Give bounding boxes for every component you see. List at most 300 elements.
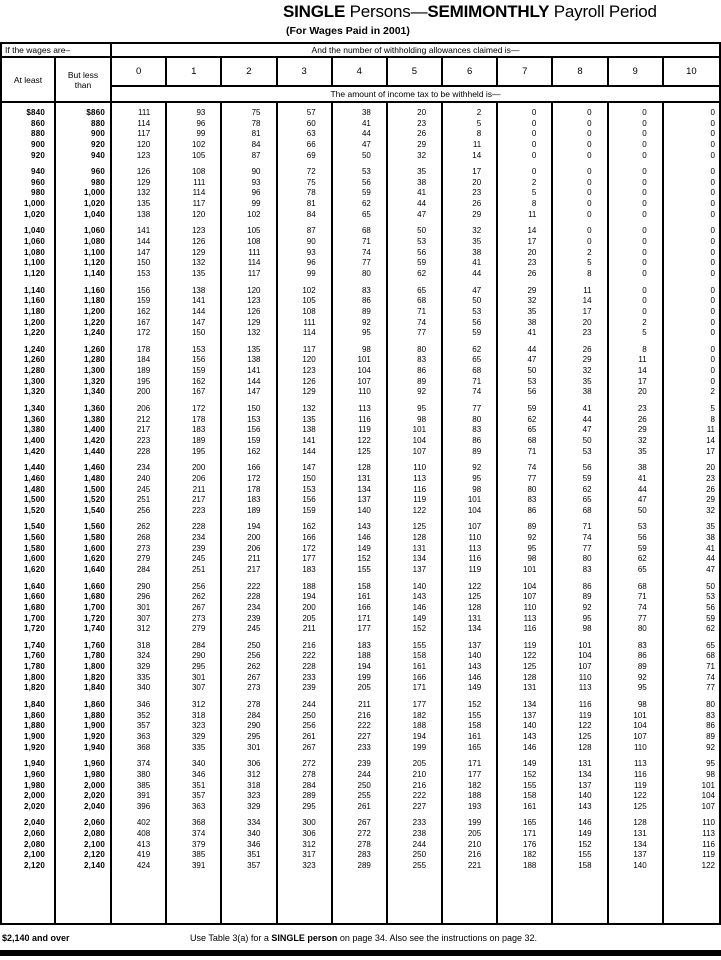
amount-cell: 126 xyxy=(247,306,261,316)
amount-cell: 89 xyxy=(706,731,715,741)
amount-cell: 374 xyxy=(136,759,151,769)
amount-cell: 227 xyxy=(357,731,371,741)
amount-cell: 0 xyxy=(710,285,715,295)
amount-cell: 104 xyxy=(633,721,647,731)
amount-cell: 182 xyxy=(412,710,427,720)
amount-cell: 32 xyxy=(582,366,592,376)
but-less-than-cell: 1,500 xyxy=(83,484,105,494)
amount-cell: 183 xyxy=(247,495,261,505)
title-semimonthly: SEMIMONTHLY xyxy=(427,2,550,21)
table-row xyxy=(2,554,719,565)
amount-cell: 312 xyxy=(136,624,151,634)
amount-cell: 108 xyxy=(302,306,316,316)
amount-cell: 80 xyxy=(417,344,427,354)
amount-cell: 68 xyxy=(417,296,427,306)
amount-cell: 87 xyxy=(251,150,261,160)
table-row xyxy=(2,732,719,743)
amount-cell: 318 xyxy=(191,710,206,720)
amount-cell: 222 xyxy=(357,721,371,731)
amount-cell: 0 xyxy=(710,306,715,316)
amount-cell: 167 xyxy=(191,387,206,397)
amount-cell: 152 xyxy=(357,554,371,564)
but-less-than-cell: 1,100 xyxy=(83,247,105,257)
amount-cell: 210 xyxy=(412,769,427,779)
amount-cell: 95 xyxy=(472,473,482,483)
amount-cell: 59 xyxy=(472,328,482,338)
amount-cell: 87 xyxy=(306,226,316,236)
amount-cell: 99 xyxy=(196,129,206,139)
amount-cell: 62 xyxy=(527,414,537,424)
amount-cell: 0 xyxy=(531,108,537,117)
amount-cell: 125 xyxy=(523,662,537,672)
amount-cell: 166 xyxy=(247,463,261,473)
at-least-cell: 1,580 xyxy=(23,543,45,553)
amount-cell: 65 xyxy=(361,209,371,219)
amount-cell: 134 xyxy=(412,554,427,564)
at-least-cell: 1,540 xyxy=(23,522,45,532)
amount-cell: 65 xyxy=(706,640,715,650)
amount-cell: 41 xyxy=(417,188,427,198)
amount-cell: 178 xyxy=(247,484,261,494)
amount-cell: 14 xyxy=(472,150,482,160)
table-row xyxy=(2,178,719,189)
amount-cell: 159 xyxy=(136,296,151,306)
amount-cell: 0 xyxy=(710,366,715,376)
amount-cell: 98 xyxy=(361,344,371,354)
amount-cell: 68 xyxy=(361,226,371,236)
amount-cell: 14 xyxy=(706,435,715,445)
amount-cell: 272 xyxy=(357,829,371,839)
amount-cell: 162 xyxy=(191,376,206,386)
amount-cell: 65 xyxy=(417,285,427,295)
amount-cell: 279 xyxy=(136,554,151,564)
table-row xyxy=(2,307,719,318)
amount-cell: 89 xyxy=(582,592,592,602)
amount-cell: 217 xyxy=(191,495,206,505)
amount-cell: 278 xyxy=(357,839,371,849)
table-row xyxy=(2,533,719,544)
amount-cell: 23 xyxy=(472,188,482,198)
amount-cell: 116 xyxy=(523,624,537,634)
amount-cell: 0 xyxy=(642,150,647,160)
amount-cell: 240 xyxy=(136,473,151,483)
amount-cell: 110 xyxy=(468,533,482,543)
amount-cell: 228 xyxy=(302,662,316,672)
amount-cell: 171 xyxy=(412,683,427,693)
amount-cell: 120 xyxy=(302,355,316,365)
but-less-than-cell: 1,860 xyxy=(83,700,105,710)
amount-cell: 143 xyxy=(412,592,427,602)
amount-cell: 307 xyxy=(136,613,151,623)
amount-cell: 161 xyxy=(523,801,537,811)
amount-withheld-label: The amount of income tax to be withheld is— xyxy=(330,89,501,99)
amount-cell: 137 xyxy=(467,640,482,650)
amount-cell: 200 xyxy=(302,602,316,612)
amount-cell: 143 xyxy=(357,522,371,532)
but-less-than-cell: 1,960 xyxy=(83,759,105,769)
amount-cell: 107 xyxy=(578,662,592,672)
amount-cell: 244 xyxy=(357,769,371,779)
amount-cell: 60 xyxy=(306,118,316,128)
amount-cell: 256 xyxy=(136,505,151,515)
but-less-than-cell: 1,320 xyxy=(83,376,105,386)
amount-cell: 200 xyxy=(247,533,261,543)
at-least-cell: 1,620 xyxy=(23,564,45,574)
amount-cell: 150 xyxy=(247,404,261,414)
allowance-col-header-5: 5 xyxy=(388,58,443,85)
table-row xyxy=(2,662,719,673)
amount-cell: 318 xyxy=(136,640,151,650)
amount-cell: 32 xyxy=(417,150,427,160)
amount-cell: 35 xyxy=(472,237,482,247)
table-row xyxy=(2,485,719,496)
amount-cell: 228 xyxy=(136,446,151,456)
at-least-cell: 1,520 xyxy=(23,505,45,515)
amount-cell: 98 xyxy=(527,554,537,564)
amount-cell: 234 xyxy=(247,602,261,612)
amount-cell: 104 xyxy=(412,435,427,445)
wage-row-block xyxy=(2,286,719,339)
amount-cell: 71 xyxy=(582,522,592,532)
amount-cell: 2 xyxy=(710,387,715,397)
but-less-than-cell: 1,800 xyxy=(83,662,105,672)
table-row xyxy=(2,614,719,625)
amount-cell: 83 xyxy=(417,355,427,365)
amount-cell: 228 xyxy=(191,522,206,532)
at-least-cell: 2,120 xyxy=(23,861,45,870)
amount-cell: 59 xyxy=(706,613,715,623)
amount-cell: 47 xyxy=(637,495,647,505)
amount-cell: 134 xyxy=(523,700,537,710)
amount-cell: 0 xyxy=(642,247,647,257)
but-less-than-cell: 1,360 xyxy=(83,404,105,414)
table-row xyxy=(2,743,719,754)
table-row xyxy=(2,850,719,861)
but-less-than-cell: 1,760 xyxy=(83,640,105,650)
amount-cell: 110 xyxy=(413,463,427,473)
but-less-than-cell: 1,780 xyxy=(83,651,105,661)
amount-cell: 165 xyxy=(523,818,537,828)
table-header-second-row xyxy=(2,58,719,103)
wage-row-block xyxy=(2,108,719,161)
but-less-than-cell: 1,680 xyxy=(83,592,105,602)
at-least-cell: 860 xyxy=(31,118,45,128)
amount-cell: 0 xyxy=(587,139,592,149)
amount-cell: 210 xyxy=(467,839,482,849)
amount-cell: 29 xyxy=(582,355,592,365)
amount-cell: 53 xyxy=(472,306,482,316)
amount-cell: 158 xyxy=(578,861,592,870)
amount-cell: 108 xyxy=(191,167,206,177)
amount-cell: 131 xyxy=(467,613,482,623)
amount-cell: 129 xyxy=(191,247,206,257)
amount-cell: 117 xyxy=(137,129,151,139)
amount-cell: 47 xyxy=(417,209,427,219)
amount-cell: 335 xyxy=(191,742,206,752)
amount-cell: 267 xyxy=(247,672,261,682)
amount-cell: 0 xyxy=(710,344,715,354)
amount-cell: 199 xyxy=(357,672,371,682)
amount-cell: 0 xyxy=(710,177,715,187)
title-payroll-period: Payroll Period xyxy=(549,2,657,21)
amount-cell: 255 xyxy=(357,791,371,801)
amount-cell: 205 xyxy=(302,613,316,623)
table-row xyxy=(2,188,719,199)
amount-cell: 194 xyxy=(302,592,316,602)
amount-cell: 72 xyxy=(306,167,316,177)
amount-cell: 129 xyxy=(247,317,261,327)
amount-cell: 20 xyxy=(637,387,647,397)
at-least-cell: 1,300 xyxy=(23,376,45,386)
amount-cell: 113 xyxy=(633,759,647,769)
allowance-col-header-9: 9 xyxy=(609,58,664,85)
amount-cell: 234 xyxy=(136,463,151,473)
amount-cell: 140 xyxy=(467,651,482,661)
amount-cell: 113 xyxy=(523,613,537,623)
amount-cell: 107 xyxy=(633,731,647,741)
amount-cell: 306 xyxy=(302,829,316,839)
amount-cell: 233 xyxy=(357,742,371,752)
wage-row-block xyxy=(2,522,719,575)
but-less-than-cell: 2,100 xyxy=(83,839,105,849)
amount-cell: 177 xyxy=(467,769,482,779)
amount-cell: 102 xyxy=(247,209,261,219)
amount-cell: 0 xyxy=(642,209,647,219)
amount-cell: 56 xyxy=(637,533,647,543)
amount-cell: 125 xyxy=(467,592,482,602)
amount-cell: 396 xyxy=(136,801,151,811)
amount-cell: 189 xyxy=(136,366,151,376)
amount-cell: 71 xyxy=(361,237,371,247)
amount-cell: 57 xyxy=(306,108,316,117)
at-least-cell: 1,420 xyxy=(23,446,45,456)
at-least-cell: 1,720 xyxy=(23,624,45,634)
amount-cell: 50 xyxy=(637,505,647,515)
table-row xyxy=(2,199,719,210)
amount-cell: 368 xyxy=(191,818,206,828)
amount-cell: 59 xyxy=(417,258,427,268)
but-less-than-cell: 1,660 xyxy=(83,581,105,591)
amount-cell: 129 xyxy=(136,177,151,187)
amount-cell: 101 xyxy=(633,710,647,720)
amount-cell: 38 xyxy=(582,387,592,397)
at-least-cell: 980 xyxy=(31,188,45,198)
amount-cell: 212 xyxy=(136,414,151,424)
amount-cell: 155 xyxy=(578,850,592,860)
amount-cell: 26 xyxy=(582,344,592,354)
amount-cell: 117 xyxy=(192,199,206,209)
amount-cell: 183 xyxy=(302,564,316,574)
amount-cell: 0 xyxy=(642,108,647,117)
at-least-cell: 2,000 xyxy=(23,791,45,801)
amount-cell: 143 xyxy=(578,801,592,811)
but-less-than-cell: 2,140 xyxy=(83,861,105,870)
amount-cell: 90 xyxy=(251,167,261,177)
but-less-than-cell: 1,300 xyxy=(83,366,105,376)
amount-cell: 161 xyxy=(467,731,482,741)
amount-cell: 156 xyxy=(247,425,261,435)
amount-cell: 23 xyxy=(637,404,647,414)
amount-cell: 0 xyxy=(642,268,647,278)
amount-cell: 101 xyxy=(578,640,592,650)
amount-cell: 306 xyxy=(247,759,261,769)
amount-cell: 135 xyxy=(136,199,151,209)
but-less-than-cell: 1,880 xyxy=(83,710,105,720)
amount-cell: 346 xyxy=(191,769,206,779)
amount-cell: 183 xyxy=(357,640,371,650)
amount-cell: 290 xyxy=(136,581,151,591)
amount-cell: 14 xyxy=(637,366,647,376)
but-less-than-cell: 1,400 xyxy=(83,425,105,435)
at-least-cell: 1,740 xyxy=(23,640,45,650)
amount-cell: 83 xyxy=(637,640,647,650)
table-row xyxy=(2,818,719,829)
but-less-than-cell: 1,740 xyxy=(83,624,105,634)
amount-cell: 0 xyxy=(710,296,715,306)
amount-cell: 166 xyxy=(357,602,371,612)
amount-cell: 250 xyxy=(357,780,371,790)
amount-cell: 0 xyxy=(710,129,715,139)
amount-cell: 0 xyxy=(531,118,537,128)
page-title xyxy=(283,2,657,22)
amount-cell: 150 xyxy=(191,328,206,338)
amount-cell: 329 xyxy=(191,731,206,741)
amount-cell: 206 xyxy=(247,543,261,553)
amount-cell: 134 xyxy=(357,484,371,494)
amount-cell: 0 xyxy=(587,209,592,219)
amount-cell: 149 xyxy=(467,683,482,693)
amount-cell: 346 xyxy=(136,700,151,710)
amount-cell: 41 xyxy=(472,258,482,268)
amount-cell: 211 xyxy=(192,484,206,494)
amount-cell: 211 xyxy=(247,554,261,564)
amount-cell: 32 xyxy=(706,505,715,515)
amount-cell: 120 xyxy=(191,209,206,219)
amount-cell: 155 xyxy=(523,780,537,790)
amount-cell: 228 xyxy=(247,592,261,602)
amount-cell: 35 xyxy=(527,306,537,316)
amount-cell: 122 xyxy=(578,721,592,731)
allowance-col-header-0: 0 xyxy=(112,58,167,85)
amount-cell: 80 xyxy=(527,484,537,494)
amount-cell: 114 xyxy=(302,328,316,338)
amount-cell: 86 xyxy=(417,366,427,376)
amount-cell: 385 xyxy=(191,850,206,860)
amount-cell: 117 xyxy=(302,344,316,354)
but-less-than-cell: 1,440 xyxy=(83,446,105,456)
amount-cell: 144 xyxy=(247,376,261,386)
amount-cell: 199 xyxy=(412,742,427,752)
amount-cell: 123 xyxy=(247,296,261,306)
amount-cell: 83 xyxy=(361,285,371,295)
amount-cell: 20 xyxy=(527,247,537,257)
amount-cell: 413 xyxy=(136,839,151,849)
at-least-cell: 1,600 xyxy=(23,554,45,564)
at-least-cell: 1,400 xyxy=(23,435,45,445)
amount-cell: 119 xyxy=(413,495,427,505)
but-less-than-cell: 1,260 xyxy=(83,344,105,354)
wage-row-block xyxy=(2,759,719,812)
at-least-cell: 1,200 xyxy=(23,317,45,327)
amount-cell: 35 xyxy=(582,376,592,386)
but-less-than-cell: 1,200 xyxy=(83,306,105,316)
wages-header-label: If the wages are– xyxy=(2,44,112,56)
amount-cell: 217 xyxy=(247,564,261,574)
amount-cell: 104 xyxy=(357,366,371,376)
amount-cell: 93 xyxy=(196,108,206,117)
amount-cell: 245 xyxy=(136,484,151,494)
amount-cell: 0 xyxy=(587,108,592,117)
amount-cell: 122 xyxy=(523,651,537,661)
amount-cell: 233 xyxy=(302,672,316,682)
amount-cell: 2 xyxy=(642,317,647,327)
amount-cell: 0 xyxy=(710,317,715,327)
amount-cell: 86 xyxy=(582,581,592,591)
amount-cell: 80 xyxy=(637,624,647,634)
table-row xyxy=(2,248,719,259)
amount-cell: 273 xyxy=(191,613,206,623)
amount-cell: 110 xyxy=(633,742,647,752)
amount-cell: 153 xyxy=(247,414,261,424)
amount-cell: 41 xyxy=(361,118,371,128)
table-row xyxy=(2,387,719,398)
amount-cell: 0 xyxy=(710,268,715,278)
amount-cell: 78 xyxy=(306,188,316,198)
table-row xyxy=(2,840,719,851)
amount-cell: 128 xyxy=(412,533,427,543)
amount-cell: 131 xyxy=(633,829,647,839)
amount-cell: 119 xyxy=(633,780,647,790)
amount-cell: 92 xyxy=(472,463,482,473)
at-least-cell: 1,920 xyxy=(23,742,45,752)
amount-cell: 78 xyxy=(251,118,261,128)
at-least-cell: 1,180 xyxy=(23,306,45,316)
amount-cell: 278 xyxy=(247,700,261,710)
table-row xyxy=(2,463,719,474)
amount-cell: 62 xyxy=(637,554,647,564)
amount-cell: 110 xyxy=(702,818,715,828)
amount-cell: 0 xyxy=(642,199,647,209)
amount-cell: 26 xyxy=(472,199,482,209)
amount-cell: 53 xyxy=(417,237,427,247)
amount-cell: 38 xyxy=(527,317,537,327)
at-least-cell: 1,000 xyxy=(23,199,45,209)
amount-cell: 0 xyxy=(710,199,715,209)
amount-cell: 86 xyxy=(361,296,371,306)
amount-cell: 77 xyxy=(417,328,427,338)
amount-cell: 23 xyxy=(706,473,715,483)
but-less-than-cell: 1,840 xyxy=(83,683,105,693)
but-less-than-cell: $860 xyxy=(86,108,105,117)
amount-cell: 182 xyxy=(467,780,482,790)
amount-cell: 95 xyxy=(582,613,592,623)
at-least-column-header: At least xyxy=(2,58,56,101)
amount-cell: 35 xyxy=(637,446,647,456)
amount-cell: 323 xyxy=(247,791,261,801)
amount-cell: 134 xyxy=(467,624,482,634)
amount-cell: 205 xyxy=(467,829,482,839)
amount-cell: 77 xyxy=(472,404,482,414)
amount-cell: 120 xyxy=(136,139,151,149)
amount-cell: 20 xyxy=(706,463,715,473)
allowance-col-header-2: 2 xyxy=(222,58,277,85)
amount-cell: 50 xyxy=(472,296,482,306)
amount-cell: 125 xyxy=(633,801,647,811)
amount-cell: 223 xyxy=(136,435,151,445)
amount-cell: 65 xyxy=(472,355,482,365)
amount-cell: 92 xyxy=(637,672,647,682)
amount-cell: 146 xyxy=(578,818,592,828)
